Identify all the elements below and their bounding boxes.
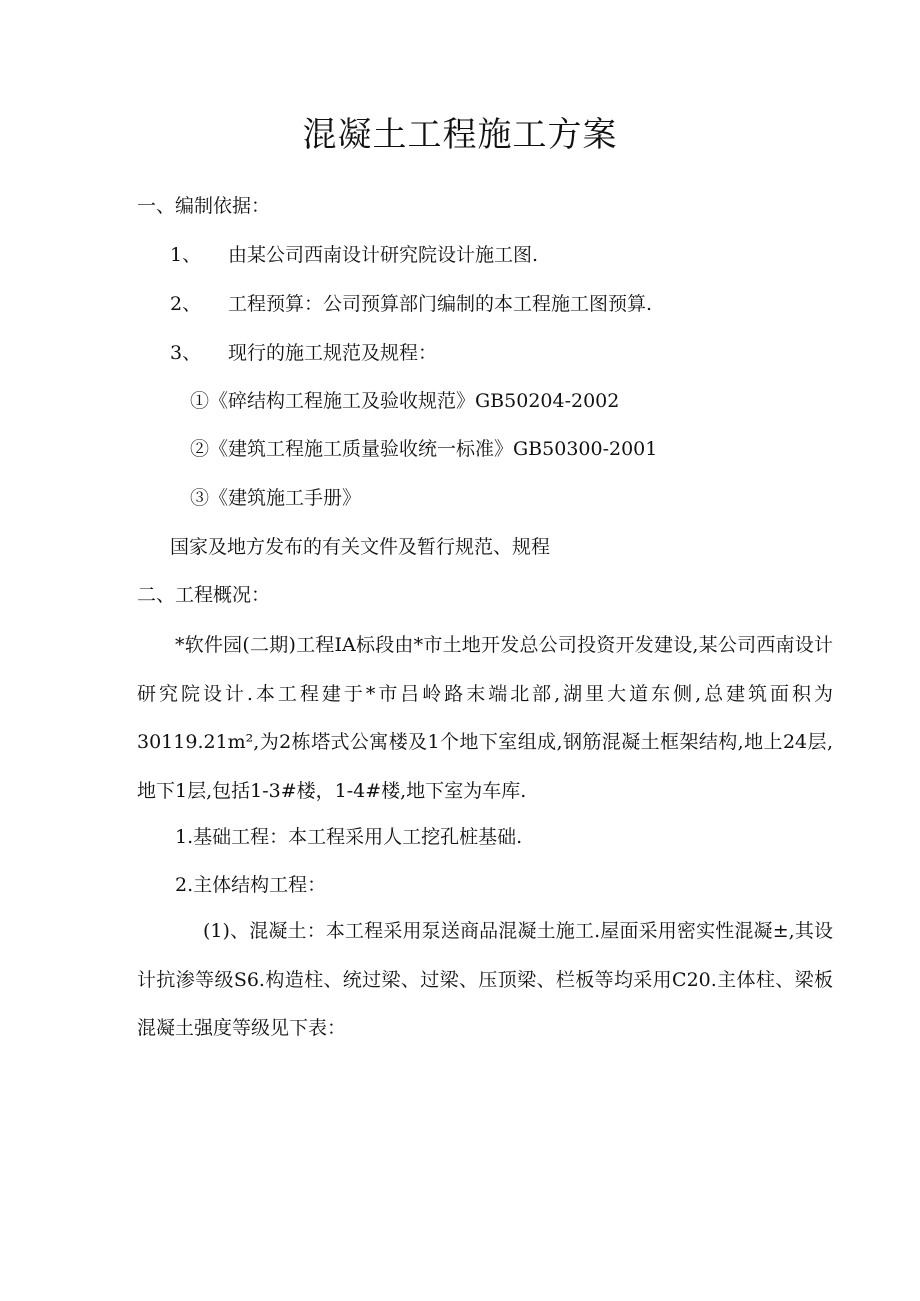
- basis-item-3: [170, 338, 437, 368]
- regulations-note: 国家及地方发布的有关文件及暂行规范、规程: [170, 536, 551, 558]
- basis-item-1: [170, 240, 538, 270]
- project-overview-paragraph: *软件园(二期)工程IA标段由*市土地开发总公司投资开发建设,某公司西南设计研究院设计.本工程建于*市吕岭路末端北部,湖里大道东侧,总建筑面积为30119.21m²,为2栋塔式公寓楼及1个地下室组成,钢筋混凝土框架结构,地上24层,地下1层,包括1-3#楼，1-4#楼,地下室为车库.: [137, 634, 833, 802]
- basis-item-2: [170, 289, 652, 319]
- main-structure-heading: 2.主体结构工程：: [175, 874, 327, 896]
- basis-item-text: 由某公司西南设计研究院设计施工图.: [228, 244, 539, 266]
- page-title: 混凝土工程施工方案: [302, 115, 618, 155]
- basis-item-text: 工程预算：公司预算部门编制的本工程施工图预算.: [228, 293, 653, 315]
- basis-item-number: 3、: [170, 342, 202, 364]
- standard-item-1: ①《碎结构工程施工及验收规范》GB50204-2002: [190, 390, 620, 412]
- standard-item-2: ②《建筑工程施工质量验收统一标准》GB50300-2001: [190, 438, 658, 460]
- section-heading-basis: 一、编制依据：: [137, 195, 271, 217]
- basis-item-number: 1、: [170, 244, 202, 266]
- foundation-works: 1.基础工程：本工程采用人工挖孔桩基础.: [175, 826, 523, 848]
- concrete-paragraph: (1)、混凝土：本工程采用泵送商品混凝土施工.屋面采用密实性混凝±,其设计抗渗等级S6.构造柱、统过梁、过梁、压顶梁、栏板等均采用C20.主体柱、梁板混凝土强度等级见下表：: [137, 920, 833, 1039]
- standard-item-3: ③《建筑施工手册》: [190, 487, 362, 509]
- section-heading-overview: 二、工程概况：: [137, 584, 271, 606]
- basis-item-text: 现行的施工规范及规程：: [228, 342, 438, 364]
- basis-item-number: 2、: [170, 293, 202, 315]
